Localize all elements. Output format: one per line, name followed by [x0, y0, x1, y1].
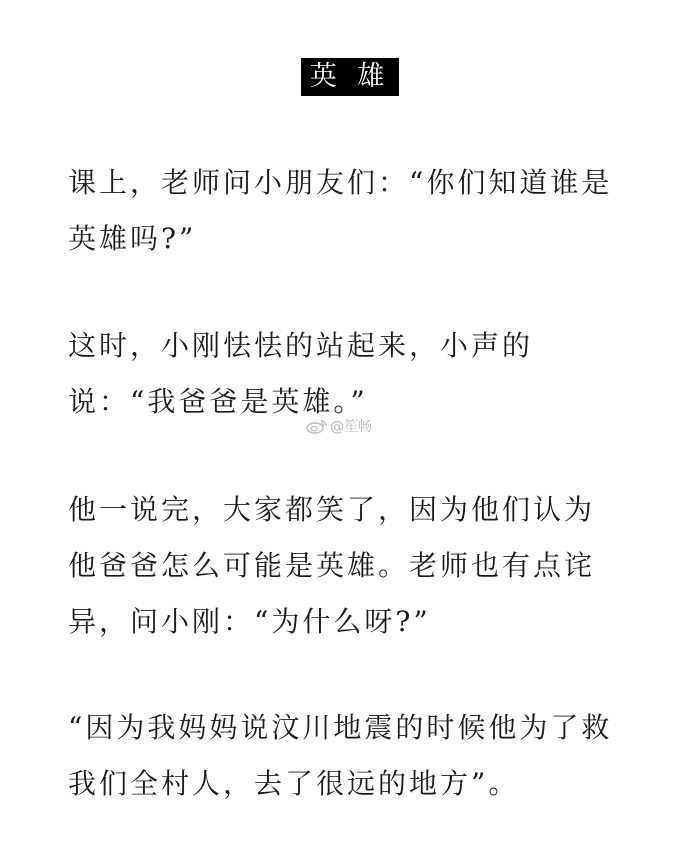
paragraph-3 — [68, 482, 638, 650]
paragraph-4 — [68, 700, 638, 812]
paragraph-line: 说：“我爸爸是英雄。” — [68, 385, 368, 418]
paragraph-line: 课上，老师问小朋友们：“你们知道谁是 — [68, 166, 613, 199]
paragraph-1 — [68, 155, 638, 267]
weibo-logo-icon — [306, 418, 328, 434]
paragraph-line: 这时，小刚怯怯的站起来，小声的 — [68, 329, 534, 362]
paragraph-line: 他爸爸怎么可能是英雄。老师也有点诧 — [68, 549, 596, 582]
paragraph-line: 他一说完，大家都笑了，因为他们认为 — [68, 493, 596, 526]
paragraph-line: 英雄吗?” — [68, 222, 197, 255]
paragraph-line: 我们全村人，去了很远的地方”。 — [68, 767, 520, 800]
paragraph-line: 异，问小刚：“为什么呀?” — [68, 605, 431, 638]
title-container — [0, 58, 700, 96]
watermark — [306, 416, 372, 436]
page-title: 英 雄 — [301, 58, 400, 96]
paragraph-2 — [68, 318, 638, 430]
watermark-text: @笙畅 — [330, 419, 372, 435]
paragraph-line: “因为我妈妈说汶川地震的时候他为了救 — [68, 711, 613, 744]
